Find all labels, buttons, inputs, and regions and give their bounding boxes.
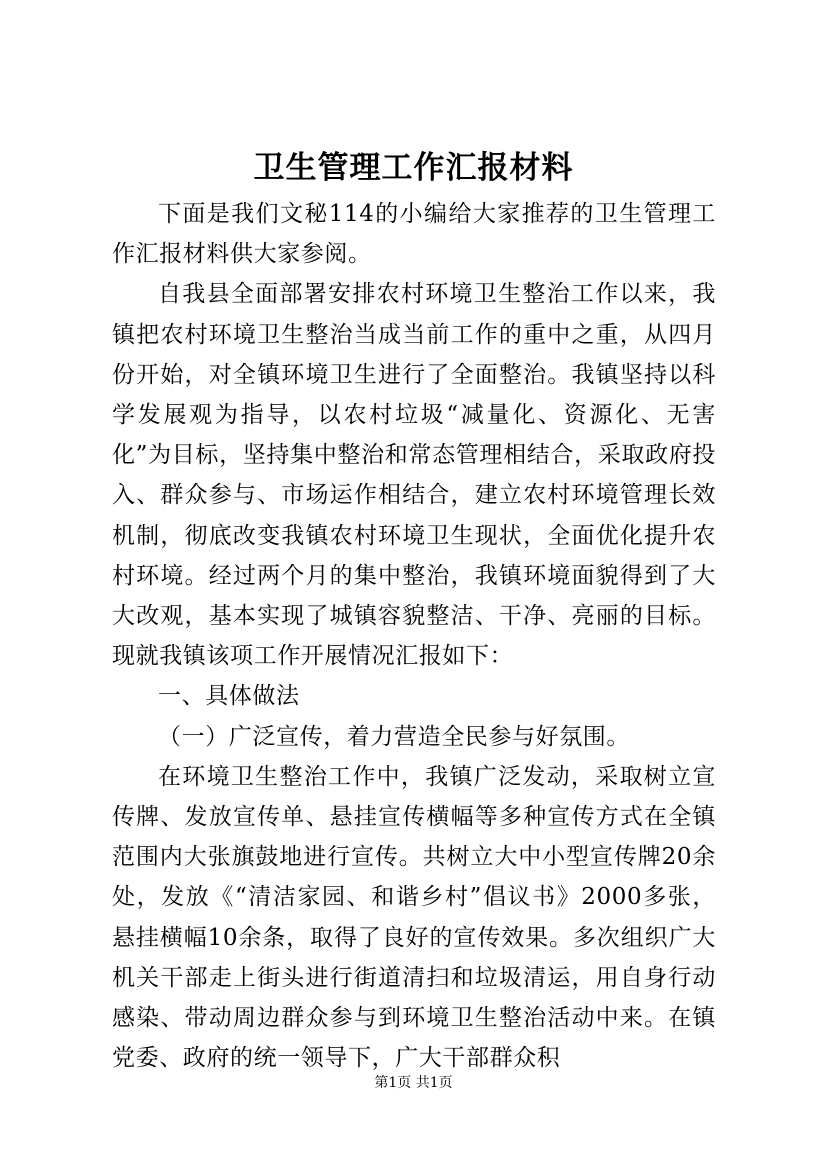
document-body xyxy=(112,194,716,1078)
subsection-heading-publicity: （一）广泛宣传，着力营造全民参与好氛围。 xyxy=(158,723,630,750)
paragraph-intro: 下面是我们文秘114的小编给大家推荐的卫生管理工作汇报材料供大家参阅。 xyxy=(112,201,716,268)
paragraph-publicity-details: 在环境卫生整治工作中，我镇广泛发动，采取树立宣传牌、发放宣传单、悬挂宣传横幅等多种宣传方式在全镇范围内大张旗鼓地进行宣传。共树立大中小型宣传牌20余处，发放《“清洁家园、和谐乡村”倡议书》2000多张，悬挂横幅10余条，取得了良好的宣传效果。多次组织广大机关干部走上街头进行街道清扫和垃圾清运，用自身行动感染、带动周边群众参与到环境卫生整治活动中来。在镇党委、政府的统一领导下，广大干部群众积 xyxy=(112,763,716,1072)
document-title: 卫生管理工作汇报材料 xyxy=(253,150,574,186)
section-heading-specific-methods: 一、具体做法 xyxy=(158,683,300,710)
paragraph-overview: 自我县全面部署安排农村环境卫生整治工作以来，我镇把农村环境卫生整治当成当前工作的重中之重，从四月份开始，对全镇环境卫生进行了全面整治。我镇坚持以科学发展观为指导，以农村垃圾“减量化、资源化、无害化”为目标，坚持集中整治和常态管理相结合，采取政府投入、群众参与、市场运作相结合，建立农村环境管理长效机制，彻底改变我镇农村环境卫生现状，全面优化提升农村环境。经过两个月的集中整治，我镇环境面貌得到了大大改观，基本实现了城镇容貌整洁、干净、亮丽的目标。现就我镇该项工作开展情况汇报如下： xyxy=(112,281,716,670)
page-number-footer: 第1页 共1页 xyxy=(374,1075,453,1091)
